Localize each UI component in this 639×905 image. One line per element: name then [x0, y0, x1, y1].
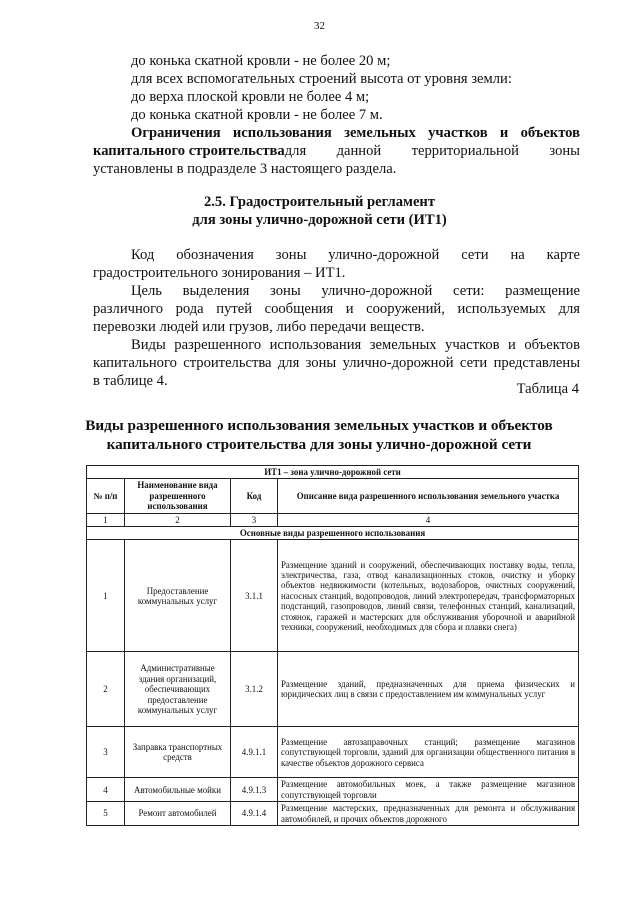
table-row	[87, 727, 579, 778]
column-number: 2	[125, 513, 231, 526]
column-number: 4	[278, 513, 579, 526]
row-number: 1	[87, 540, 125, 652]
uses-line-2: капитального строительства для зоны улично-дорожной сети представлены	[93, 355, 580, 371]
row-number: 5	[87, 802, 125, 826]
table-row	[87, 540, 579, 652]
goal-line-2: различного рода путей сообщения и сооружений, используемых для	[93, 301, 580, 317]
column-number: 1	[87, 513, 125, 526]
goal-line-3: перевозки людей или грузов, либо передачи веществ.	[93, 319, 425, 335]
row-number: 4	[87, 778, 125, 802]
row-description: Размещение автомобильных моек, а также размещение магазинов сопутствующей торговли	[278, 778, 579, 802]
column-number: 3	[231, 513, 278, 526]
group-header-row	[87, 527, 579, 540]
row-code: 4.9.1.3	[231, 778, 278, 802]
table-label: Таблица 4	[516, 381, 579, 397]
zone-header-row	[87, 466, 579, 479]
row-use-name: Ремонт автомобилей	[125, 802, 231, 826]
column-number-row	[87, 513, 579, 526]
intro-line-1: до конька скатной кровли - не более 20 м;	[131, 53, 391, 69]
restrictions-rest: для данной территориальной зоны	[284, 143, 580, 159]
restrictions-bold-start: капитального строительства	[93, 143, 285, 159]
column-header-code: Код	[231, 479, 278, 513]
column-header-number: № п/п	[87, 479, 125, 513]
row-use-name: Заправка транспортных средств	[125, 727, 231, 778]
section-title-line-2: для зоны улично-дорожной сети (ИТ1)	[192, 212, 447, 228]
column-header-name: Наименование вида разрешенного использования	[125, 479, 231, 513]
uses-line-1: Виды разрешенного использования земельных участков и объектов	[131, 337, 580, 353]
table-caption-line-2: капитального строительства для зоны улично-дорожной сети	[106, 436, 532, 453]
row-code: 3.1.1	[231, 540, 278, 652]
row-code: 3.1.2	[231, 652, 278, 727]
column-header-row	[87, 479, 579, 513]
intro-line-2: для всех вспомогательных строений высота от уровня земли:	[131, 71, 512, 87]
row-number: 2	[87, 652, 125, 727]
row-description: Размещение мастерских, предназначенных для ремонта и обслуживания автомобилей, и прочих объектов дорожного	[278, 802, 579, 826]
table-caption-line-1: Виды разрешенного использования земельных участков и объектов	[85, 417, 553, 434]
code-line-1: Код обозначения зоны улично-дорожной сети на карте	[131, 247, 580, 263]
zone-header: ИТ1 – зона улично-дорожной сети	[87, 466, 579, 479]
restrictions-line-1: Ограничения использования земельных участков и объектов	[131, 125, 580, 141]
row-use-name: Автомобильные мойки	[125, 778, 231, 802]
section-title-line-1: 2.5. Градостроительный регламент	[203, 194, 435, 210]
goal-line-1: Цель выделения зоны улично-дорожной сети: размещение	[131, 283, 580, 299]
uses-line-3: в таблице 4.	[93, 373, 168, 389]
restrictions-line-3: установлены в подразделе 3 настоящего раздела.	[93, 161, 397, 177]
table-row	[87, 652, 579, 727]
group-header: Основные виды разрешенного использования	[87, 527, 579, 540]
row-number: 3	[87, 727, 125, 778]
row-code: 4.9.1.4	[231, 802, 278, 826]
code-line-2: градостроительного зонирования – ИТ1.	[93, 265, 346, 281]
row-description: Размещение зданий, предназначенных для приема физических и юридических лиц в связи с предоставлением им коммунальных услуг	[278, 652, 579, 727]
row-code: 4.9.1.1	[231, 727, 278, 778]
intro-line-4: до конька скатной кровли - не более 7 м.	[131, 107, 383, 123]
table-row	[87, 802, 579, 826]
regulation-table	[86, 465, 579, 826]
column-header-description: Описание вида разрешенного использования земельного участка	[278, 479, 579, 513]
row-description: Размещение автозаправочных станций; размещение магазинов сопутствующей торговли, зданий для организации общественного питания в качестве объектов дорожного сервиса	[278, 727, 579, 778]
row-use-name: Предоставление коммунальных услуг	[125, 540, 231, 652]
page-number: 32	[314, 20, 325, 32]
table-row	[87, 778, 579, 802]
intro-line-3: до верха плоской кровли не более 4 м;	[131, 89, 370, 105]
restrictions-line-2	[93, 142, 580, 160]
row-description: Размещение зданий и сооружений, обеспечивающих поставку воды, тепла, электричества, газа, отвод канализационных стоков, очистку и уборку объектов недвижимости (котельных, водозаборов, очистных сооружений, насосных станций, водопроводов, линий электропередач, трансформаторных подстанций, газопроводов, линий связи, телефонных станций, канализаций, стоянок, гаражей и мастерских для обслуживания уборочной и аварийной техники, сооружений, необходимых для сбора и плавки снега)	[278, 540, 579, 652]
row-use-name: Административные здания организаций, обеспечивающих предоставление коммунальных услуг	[125, 652, 231, 727]
